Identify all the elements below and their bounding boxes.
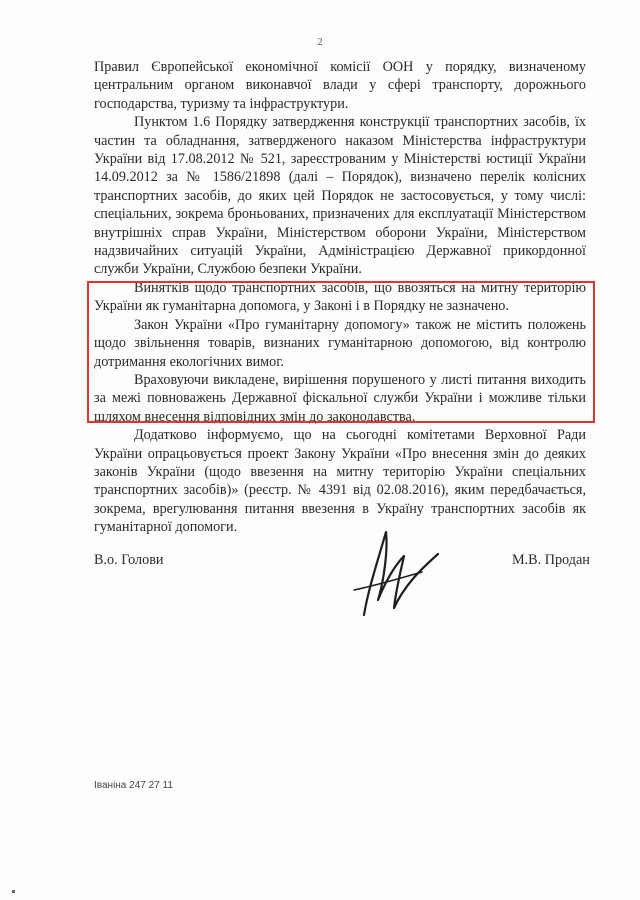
scan-mark bbox=[12, 890, 15, 893]
paragraph-4: Закон України «Про гуманітарну допомогу» також не містить положень щодо звільнення товарів, визнаних гуманітарною допомогою, від контролю дотримання екологічних вимог. bbox=[94, 316, 586, 370]
paragraph-2: Пунктом 1.6 Порядку затвердження конструкції транспортних засобів, їх частин та обладнання, затвердженого наказом Міністерства інфраструктури України від 17.08.2012 № 521, зареєстрованим у Міністерстві юстиції України 14.09.2012 за № 1586/21898 (далі – Порядок), визначено перелік колісних транспортних засобів, до яких цей Порядок не застосовується, у тому числі: спеціальних, зокрема броньованих, призначених для експлуатації Міністерством внутрішніх справ України, Міністерством оборони України, Міністерством надзвичайних ситуацій України, Адміністрацією Державної прикордонної служби України, Службою безпеки України. bbox=[94, 114, 586, 278]
signatory-position: В.о. Голови bbox=[94, 552, 164, 568]
paragraph-5: Враховуючи викладене, вирішення порушеного у листі питання виходить за межі повноважень Державної фіскальної служби України і можливе тільки шляхом внесення відповідних змін до законодавства. bbox=[94, 371, 586, 425]
paragraph-6: Додатково інформуємо, що на сьогодні комітетами Верховної Ради України опрацьовується проект Закону України «Про внесення змін до деяких законів України (щодо ввезення на митну територію України спеціальних транспортних засобів)» (реєстр. № 4391 від 02.08.2016), яким передбачається, зокрема, врегулювання питання ввезення в Україну транспортних засобів як гуманітарної допомоги. bbox=[94, 427, 586, 536]
page-number: 2 bbox=[317, 36, 323, 48]
highlight-box bbox=[87, 281, 595, 423]
paragraph-1: Правил Європейської економічної комісії ООН у порядку, визначеному центральним органом виконавчої влади у сфері транспорту, дорожнього господарства, туризму та інфраструктури. bbox=[94, 59, 586, 112]
signatory-name: М.В. Продан bbox=[512, 552, 590, 568]
paragraph-3: Винятків щодо транспортних засобів, що ввозяться на митну територію України як гуманітарна допомога, у Законі і в Порядку не зазначено. bbox=[94, 279, 586, 315]
contact-line: Іваніна 247 27 11 bbox=[94, 780, 173, 791]
handwritten-signature bbox=[334, 520, 444, 630]
